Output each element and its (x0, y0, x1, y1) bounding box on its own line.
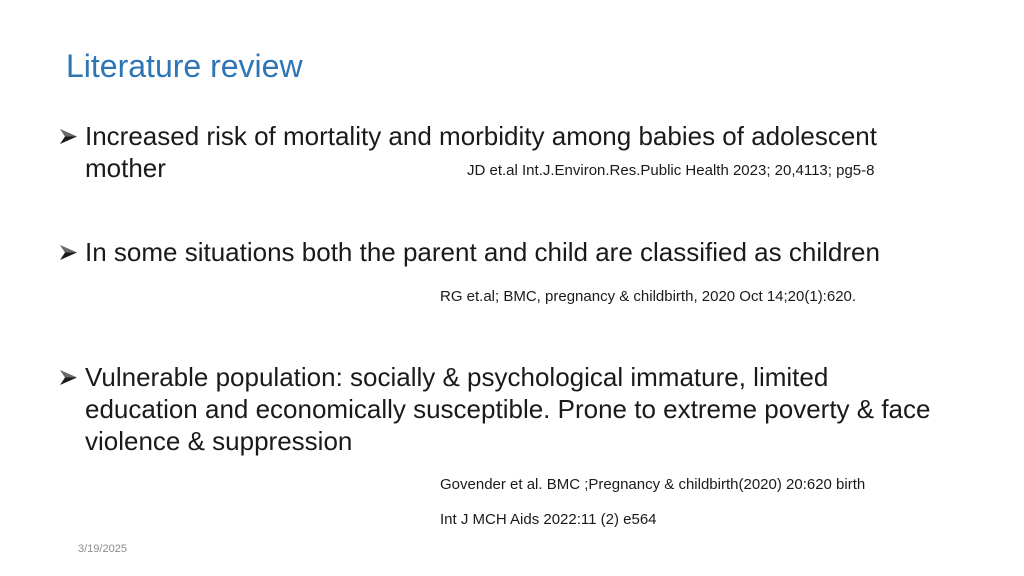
bullet-item-3 (58, 361, 938, 457)
bullet-text-1b: mother (85, 153, 166, 183)
arrowhead-bullet-icon (58, 361, 80, 393)
slide-date: 3/19/2025 (78, 543, 127, 555)
arrowhead-bullet-icon (58, 236, 80, 268)
bullet-item-2 (58, 236, 958, 268)
arrowhead-bullet-icon (58, 120, 80, 152)
bullet-text-1a: Increased risk of mortality and morbidity among babies of adolescent (85, 121, 877, 151)
citation-2: RG et.al; BMC, pregnancy & childbirth, 2020 Oct 14;20(1):620. (440, 288, 857, 305)
bullet-text-3: Vulnerable population: socially & psychological immature, limited education and economically susceptible. Prone to extreme poverty & face violence & suppression (85, 362, 931, 456)
bullet-text-2: In some situations both the parent and child are classified as children (85, 237, 880, 267)
citation-4: Int J MCH Aids 2022:11 (2) e564 (440, 511, 657, 528)
citation-3: Govender et al. BMC ;Pregnancy & childbirth(2020) 20:620 birth (440, 476, 866, 493)
slide-title: Literature review (66, 48, 303, 84)
citation-1: JD et.al Int.J.Environ.Res.Public Health 2023; 20,4113; pg5-8 (467, 162, 875, 179)
